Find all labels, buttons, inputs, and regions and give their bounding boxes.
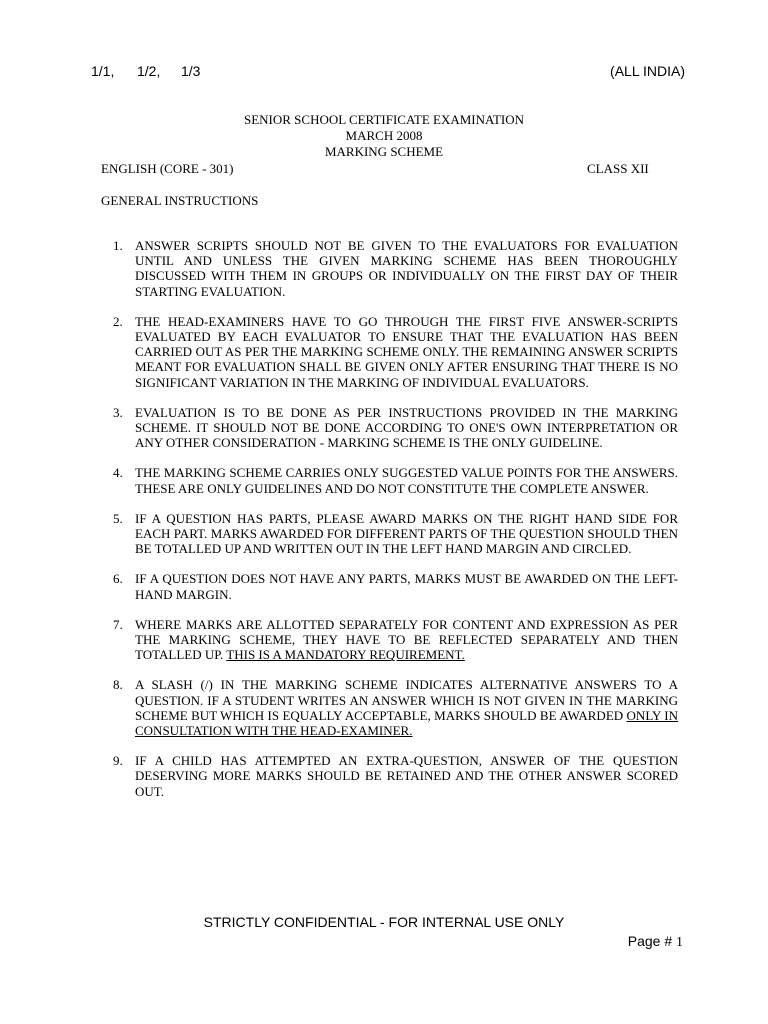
instruction-number: 4. [113, 465, 123, 481]
paper-codes [91, 63, 200, 79]
instruction-emphasis: THIS IS A MANDATORY REQUIREMENT. [226, 647, 465, 663]
instruction-text: ANSWER SCRIPTS SHOULD NOT BE GIVEN TO THE EVALUATORS FOR EVALUATION UNTIL AND UNLESS THE GIVEN MARKING SCHEME HAS BEEN THOROUGHLY DISCUSSED WITH THEM IN GROUPS OR INDIVIDUALLY ON THE FIRST DAY OF THEIR STARTING EVALUATION. [135, 238, 678, 299]
instruction-item [101, 511, 678, 557]
instruction-number: 5. [113, 510, 123, 526]
class-label: CLASS XII [587, 161, 649, 176]
general-instructions-heading: GENERAL INSTRUCTIONS [101, 193, 259, 208]
instruction-text: IF A QUESTION DOES NOT HAVE ANY PARTS, MARKS MUST BE AWARDED ON THE LEFT-HAND MARGIN. [135, 571, 678, 602]
paper-code-2: 1/2, [137, 63, 161, 79]
instruction-text: THE HEAD-EXAMINERS HAVE TO GO THROUGH THE FIRST FIVE ANSWER-SCRIPTS EVALUATED BY EACH EVALUATOR TO ENSURE THAT THE EVALUATION HAS BEEN CARRIED OUT AS PER THE MARKING SCHEME ONLY. THE REMAINING ANSWER SCRIPTS MEANT FOR EVALUATION SHALL BE GIVEN ONLY AFTER ENSURING THAT THERE IS NO SIGNIFICANT VARIATION IN THE MARKING OF INDIVIDUAL EVALUATORS. [135, 313, 678, 390]
instruction-number: 9. [113, 753, 123, 769]
instruction-number: 6. [113, 571, 123, 587]
instruction-text: THE MARKING SCHEME CARRIES ONLY SUGGESTED VALUE POINTS FOR THE ANSWERS. THESE ARE ONLY GUIDELINES AND DO NOT CONSTITUTE THE COMPLETE ANSWER. [135, 465, 678, 496]
confidential-footer: STRICTLY CONFIDENTIAL - FOR INTERNAL USE ONLY [203, 914, 565, 930]
instruction-item [101, 405, 678, 451]
document-title: MARKING SCHEME [324, 144, 444, 159]
exam-date: MARCH 2008 [345, 128, 423, 143]
instruction-number: 3. [113, 404, 123, 420]
paper-code-3: 1/3 [181, 63, 201, 79]
exam-title: SENIOR SCHOOL CERTIFICATE EXAMINATION [243, 112, 525, 127]
page-number [628, 933, 683, 951]
page-number-value: 1 [676, 935, 683, 950]
subject-label: ENGLISH (CORE - 301) [101, 161, 234, 176]
instruction-item [101, 314, 678, 390]
instruction-item [101, 465, 678, 495]
instruction-number: 8. [113, 677, 123, 693]
region-label: (ALL INDIA) [610, 63, 685, 79]
instruction-number: 7. [113, 616, 123, 632]
instruction-number: 2. [113, 313, 123, 329]
instruction-text: WHERE MARKS ARE ALLOTTED SEPARATELY FOR CONTENT AND EXPRESSION AS PER THE MARKING SCHEME, THEY HAVE TO BE REFLECTED SEPARATELY AND THEN TOTALLED UP. [135, 616, 678, 663]
instruction-item [101, 617, 678, 663]
instruction-text: IF A CHILD HAS ATTEMPTED AN EXTRA-QUESTION, ANSWER OF THE QUESTION DESERVING MORE MARKS SHOULD BE RETAINED AND THE OTHER ANSWER SCORED OUT. [135, 753, 678, 799]
instruction-text: A SLASH (/) IN THE MARKING SCHEME INDICATES ALTERNATIVE ANSWERS TO A QUESTION. IF A STUDENT WRITES AN ANSWER WHICH IS NOT GIVEN IN THE MARKING SCHEME BUT WHICH IS EQUALLY ACCEPTABLE, MARKS SHOULD BE AWARDED [135, 677, 678, 723]
instruction-item [101, 753, 678, 799]
page-label: Page # [627, 933, 676, 949]
instruction-item [101, 571, 678, 601]
instruction-item [101, 677, 678, 738]
instruction-text: EVALUATION IS TO BE DONE AS PER INSTRUCTIONS PROVIDED IN THE MARKING SCHEME. IT SHOULD NOT BE DONE ACCORDING TO ONE'S OWN INTERPRETATION OR ANY OTHER CONSIDERATION - MARKING SCHEME IS THE ONLY GUIDELINE. [135, 404, 678, 451]
instruction-text: IF A QUESTION HAS PARTS, PLEASE AWARD MARKS ON THE RIGHT HAND SIDE FOR EACH PART. MARKS AWARDED FOR DIFFERENT PARTS OF THE QUESTION SHOULD THEN BE TOTALLED UP AND WRITTEN OUT IN THE LEFT HAND MARGIN AND CIRCLED. [135, 510, 678, 557]
instruction-number: 1. [113, 238, 123, 253]
instruction-emphasis: ONLY IN CONSULTATION WITH THE HEAD-EXAMINER. [135, 707, 678, 739]
paper-code-1: 1/1, [91, 63, 115, 79]
instruction-item [101, 238, 678, 299]
instructions-list [101, 238, 678, 814]
